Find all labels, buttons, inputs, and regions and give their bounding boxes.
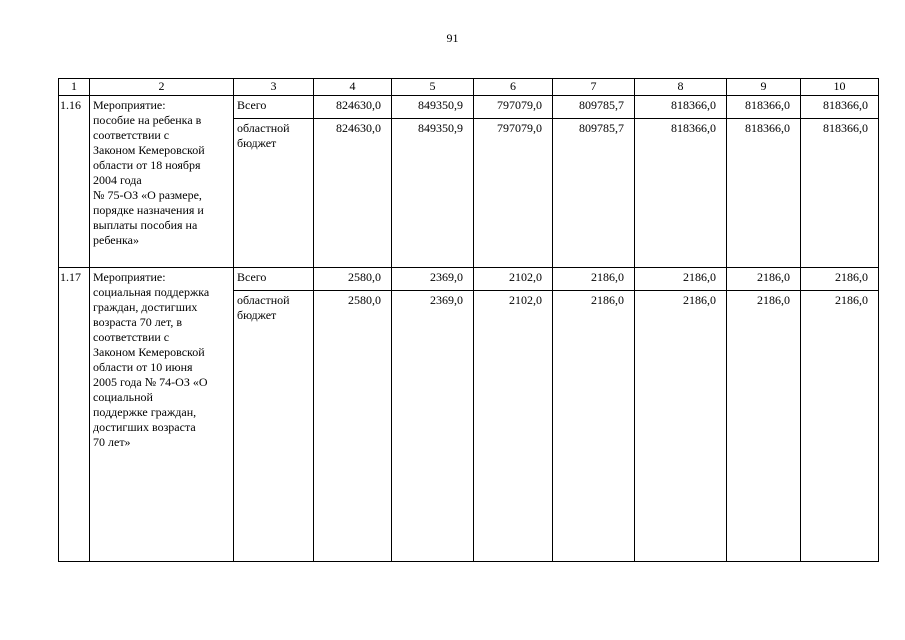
- column-header: 3: [234, 79, 314, 96]
- column-header: 2: [90, 79, 234, 96]
- value-cell: 2580,0: [314, 268, 392, 291]
- value-cell: 809785,7: [553, 119, 635, 268]
- value-cell: 809785,7: [553, 96, 635, 119]
- value-cell: 797079,0: [474, 96, 553, 119]
- funding-source: Всего: [234, 268, 314, 291]
- value-cell: 2186,0: [801, 291, 879, 562]
- value-cell: 2369,0: [392, 268, 474, 291]
- value-cell: 2102,0: [474, 268, 553, 291]
- column-header: 9: [727, 79, 801, 96]
- funding-source: областной бюджет: [234, 119, 314, 268]
- row-id: 1.16: [59, 96, 90, 268]
- value-cell: 797079,0: [474, 119, 553, 268]
- funding-source: областной бюджет: [234, 291, 314, 562]
- value-cell: 849350,9: [392, 119, 474, 268]
- budget-table: [58, 78, 879, 562]
- value-cell: 818366,0: [635, 96, 727, 119]
- value-cell: 818366,0: [801, 96, 879, 119]
- value-cell: 818366,0: [727, 119, 801, 268]
- page-number: 91: [446, 31, 459, 45]
- value-cell: 818366,0: [801, 119, 879, 268]
- table-row: [59, 96, 879, 119]
- value-cell: 2186,0: [727, 268, 801, 291]
- funding-source: Всего: [234, 96, 314, 119]
- column-header: 4: [314, 79, 392, 96]
- row-id: 1.17: [59, 268, 90, 562]
- column-header: 6: [474, 79, 553, 96]
- column-header: 5: [392, 79, 474, 96]
- column-header: 1: [59, 79, 90, 96]
- value-cell: 824630,0: [314, 96, 392, 119]
- value-cell: 824630,0: [314, 119, 392, 268]
- value-cell: 2186,0: [635, 291, 727, 562]
- value-cell: 2369,0: [392, 291, 474, 562]
- value-cell: 818366,0: [727, 96, 801, 119]
- value-cell: 2186,0: [553, 291, 635, 562]
- row-description: Мероприятие: социальная поддержка граждан, достигших возраста 70 лет, в соответствии с Законом Кемеровской области от 10 июня 2005 года № 74-ОЗ «О социальной поддержке граждан, достигших возраста 70 лет»: [90, 268, 234, 562]
- value-cell: 2186,0: [553, 268, 635, 291]
- row-description: Мероприятие: пособие на ребенка в соответствии с Законом Кемеровской области от 18 ноября 2004 года № 75-ОЗ «О размере, порядке назначения и выплаты пособия на ребенка»: [90, 96, 234, 268]
- value-cell: 849350,9: [392, 96, 474, 119]
- column-header: 10: [801, 79, 879, 96]
- table-header-row: [59, 79, 879, 96]
- value-cell: 818366,0: [635, 119, 727, 268]
- column-header: 7: [553, 79, 635, 96]
- value-cell: 2186,0: [635, 268, 727, 291]
- table-row: [59, 268, 879, 291]
- column-header: 8: [635, 79, 727, 96]
- value-cell: 2102,0: [474, 291, 553, 562]
- value-cell: 2580,0: [314, 291, 392, 562]
- value-cell: 2186,0: [801, 268, 879, 291]
- value-cell: 2186,0: [727, 291, 801, 562]
